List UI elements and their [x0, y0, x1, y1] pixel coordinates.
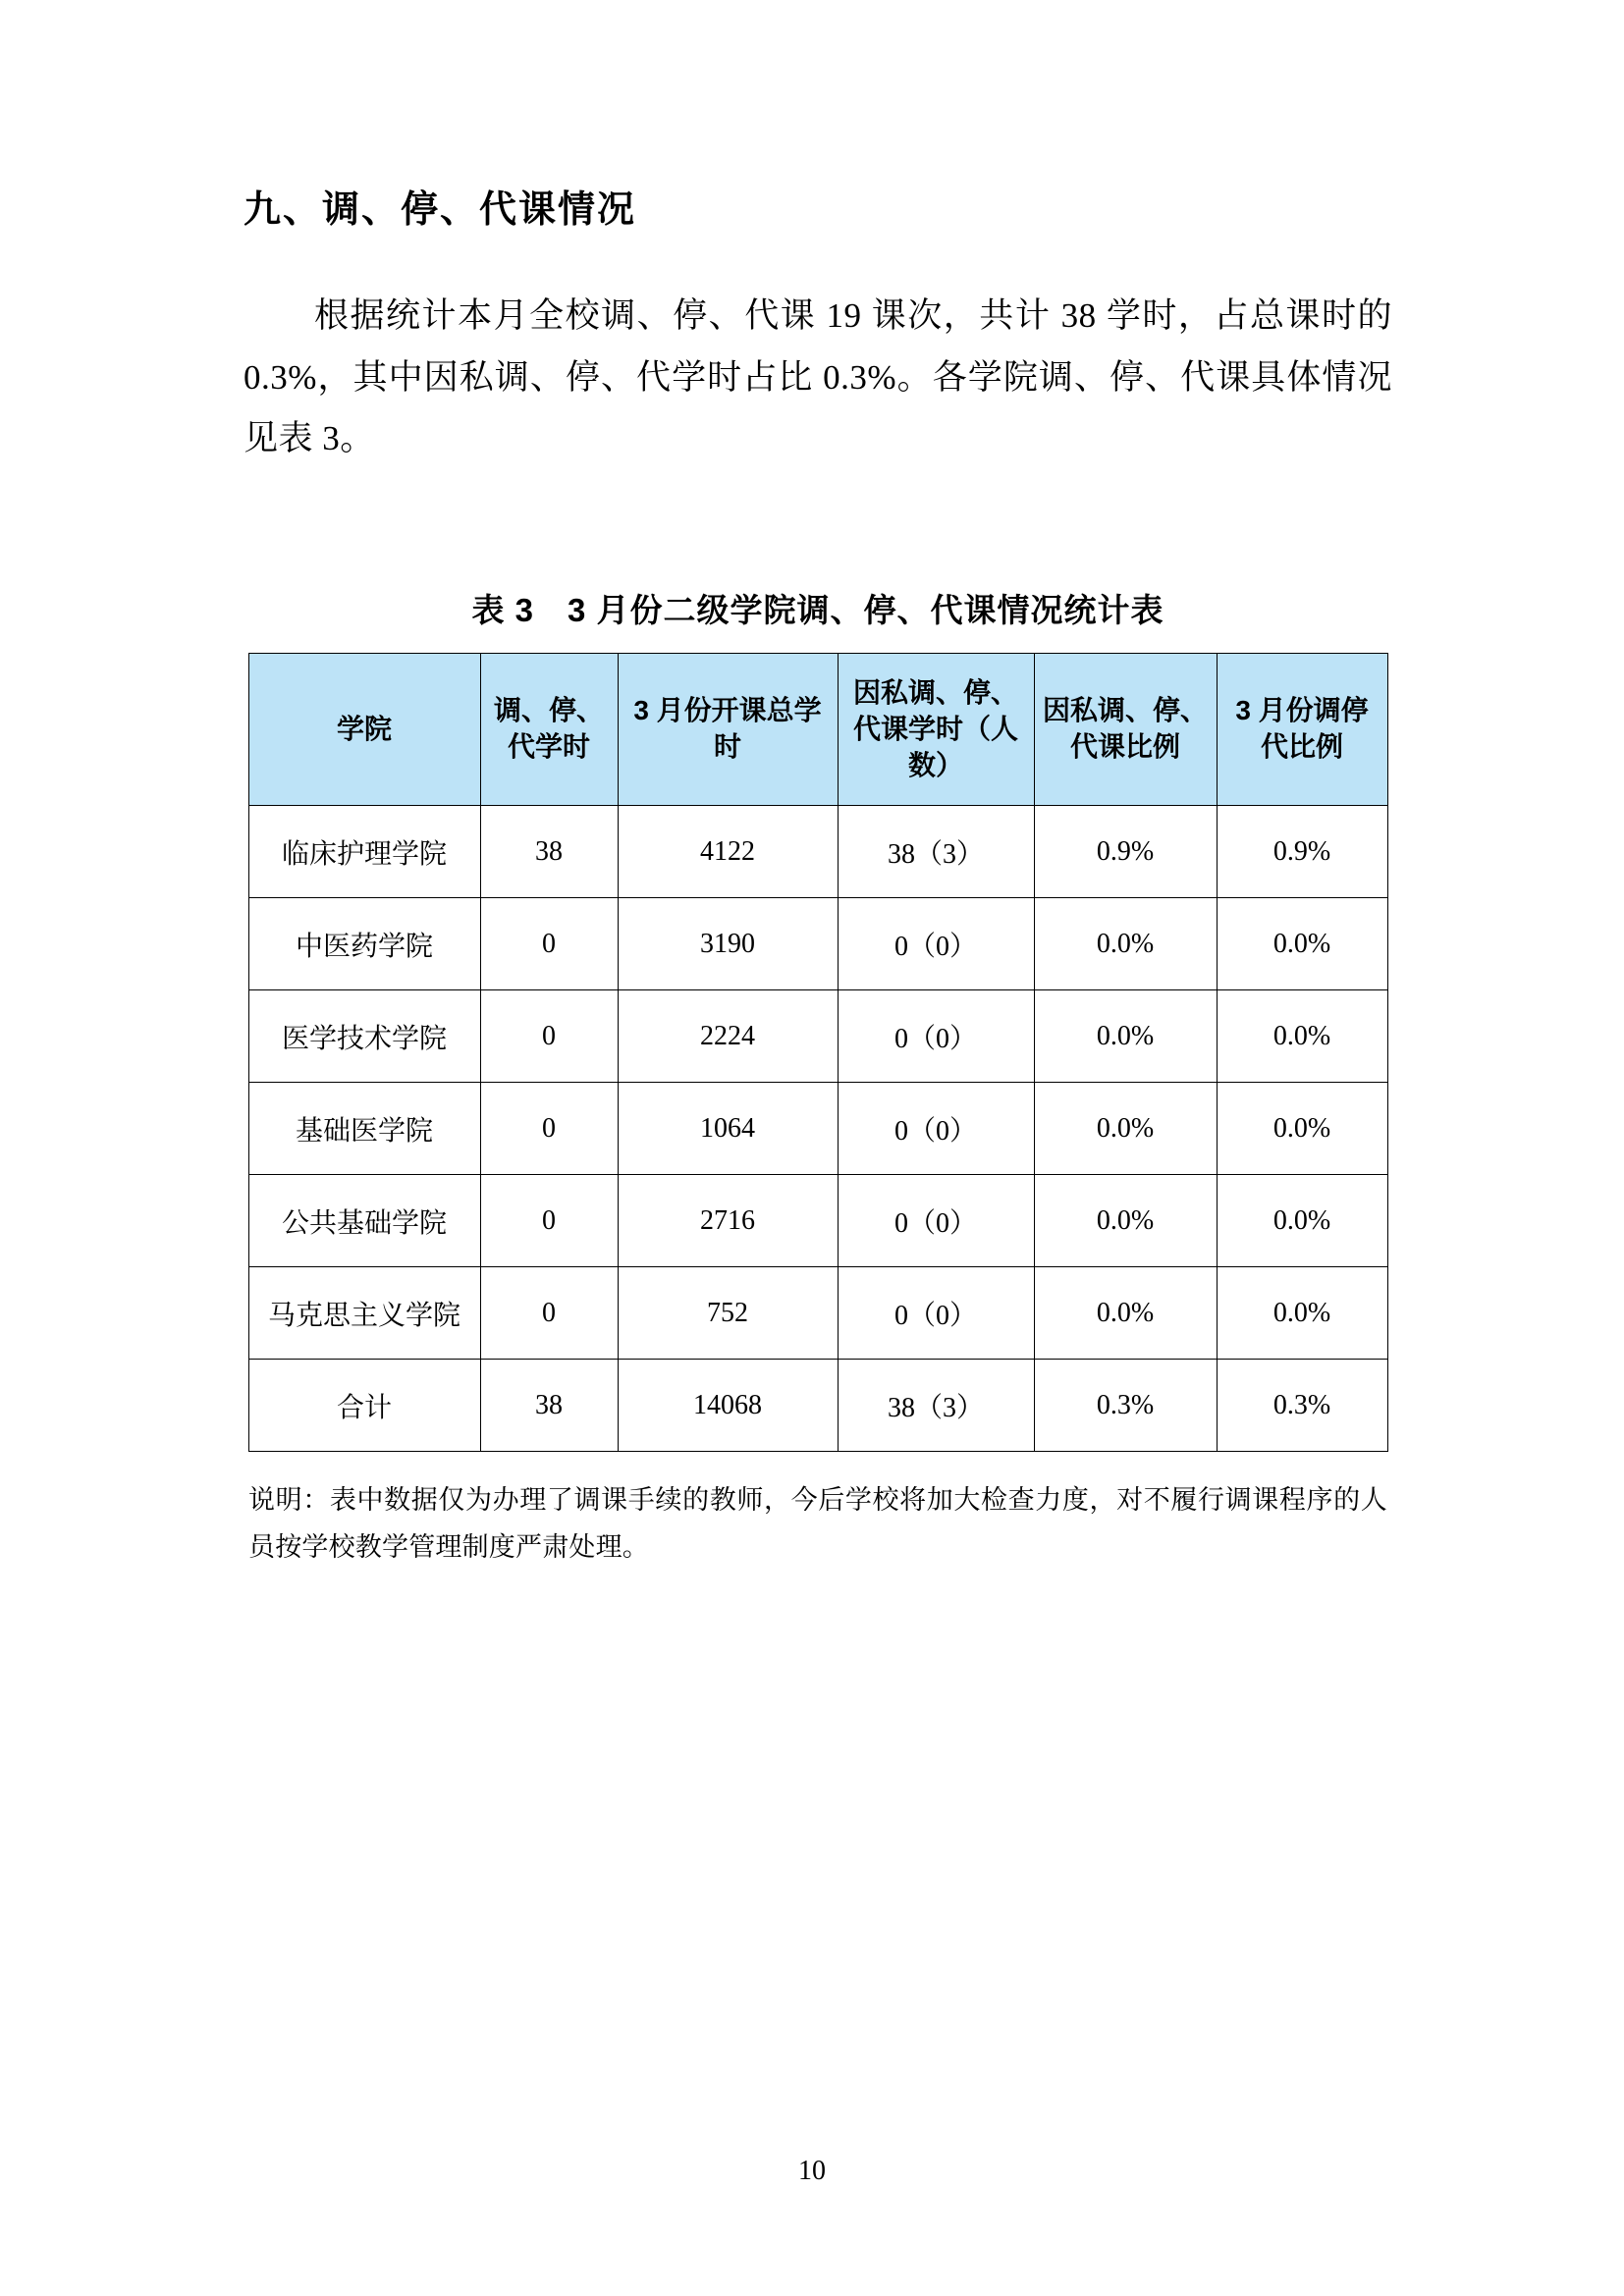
cell-private-hours: 0（0）	[838, 1175, 1034, 1267]
cell-college: 中医药学院	[248, 898, 480, 990]
col-header-college: 学院	[248, 654, 480, 806]
cell-college: 临床护理学院	[248, 806, 480, 898]
cell-adjust-hours: 0	[480, 898, 618, 990]
col-header-adjust-hours: 调、停、代学时	[480, 654, 618, 806]
cell-private-ratio: 0.0%	[1034, 898, 1217, 990]
cell-private-hours: 0（0）	[838, 1267, 1034, 1360]
table-row	[248, 898, 1387, 990]
cell-total-hours: 4122	[618, 806, 838, 898]
col-header-month-ratio: 3 月份调停代比例	[1217, 654, 1387, 806]
cell-month-ratio: 0.0%	[1217, 1083, 1387, 1175]
cell-adjust-hours: 0	[480, 1267, 618, 1360]
cell-total-hours: 3190	[618, 898, 838, 990]
cell-total-hours: 752	[618, 1267, 838, 1360]
cell-month-ratio: 0.0%	[1217, 898, 1387, 990]
table-row	[248, 1267, 1387, 1360]
cell-private-hours: 0（0）	[838, 898, 1034, 990]
cell-college: 公共基础学院	[248, 1175, 480, 1267]
cell-college: 合计	[248, 1360, 480, 1452]
cell-private-ratio: 0.0%	[1034, 990, 1217, 1083]
cell-private-hours: 0（0）	[838, 1083, 1034, 1175]
cell-adjust-hours: 0	[480, 990, 618, 1083]
table-row-total	[248, 1360, 1387, 1452]
cell-total-hours: 2224	[618, 990, 838, 1083]
cell-private-ratio: 0.0%	[1034, 1175, 1217, 1267]
cell-private-hours: 38（3）	[838, 1360, 1034, 1452]
body-paragraph: 根据统计本月全校调、停、代课 19 课次，共计 38 学时，占总课时的 0.3%，其中因私调、停、代学时占比 0.3%。各学院调、停、代课具体情况见表 3。	[244, 296, 1392, 457]
cell-private-ratio: 0.0%	[1034, 1267, 1217, 1360]
table-header	[248, 654, 1387, 806]
table-row	[248, 806, 1387, 898]
section-heading: 九、调、停、代课情况	[244, 189, 637, 231]
cell-adjust-hours: 0	[480, 1175, 618, 1267]
table-note: 说明：表中数据仅为办理了调课手续的教师，今后学校将加大检查力度，对不履行调课程序的人员按学校教学管理制度严肃处理。	[248, 1485, 1387, 1562]
col-header-private-ratio: 因私调、停、代课比例	[1034, 654, 1217, 806]
cell-adjust-hours: 38	[480, 806, 618, 898]
cell-month-ratio: 0.0%	[1217, 1267, 1387, 1360]
cell-college: 医学技术学院	[248, 990, 480, 1083]
cell-college: 马克思主义学院	[248, 1267, 480, 1360]
cell-adjust-hours: 0	[480, 1083, 618, 1175]
cell-total-hours: 1064	[618, 1083, 838, 1175]
table-body	[248, 806, 1387, 1452]
page-number: 10	[798, 2156, 826, 2186]
cell-month-ratio: 0.9%	[1217, 806, 1387, 898]
cell-total-hours: 14068	[618, 1360, 838, 1452]
col-header-private-hours: 因私调、停、代课学时（人数）	[838, 654, 1034, 806]
table-row	[248, 1175, 1387, 1267]
cell-private-ratio: 0.0%	[1034, 1083, 1217, 1175]
table-row	[248, 990, 1387, 1083]
cell-college: 基础医学院	[248, 1083, 480, 1175]
cell-total-hours: 2716	[618, 1175, 838, 1267]
cell-month-ratio: 0.0%	[1217, 1175, 1387, 1267]
cell-month-ratio: 0.3%	[1217, 1360, 1387, 1452]
cell-private-hours: 38（3）	[838, 806, 1034, 898]
course-adjustment-table	[248, 653, 1388, 1452]
page-content	[244, 187, 1392, 1571]
col-header-total-hours: 3 月份开课总学时	[618, 654, 838, 806]
table-caption: 表 3 3 月份二级学院调、停、代课情况统计表	[471, 592, 1164, 629]
cell-private-ratio: 0.9%	[1034, 806, 1217, 898]
cell-month-ratio: 0.0%	[1217, 990, 1387, 1083]
table-header-row	[248, 654, 1387, 806]
cell-adjust-hours: 38	[480, 1360, 618, 1452]
cell-private-hours: 0（0）	[838, 990, 1034, 1083]
table-row	[248, 1083, 1387, 1175]
cell-private-ratio: 0.3%	[1034, 1360, 1217, 1452]
